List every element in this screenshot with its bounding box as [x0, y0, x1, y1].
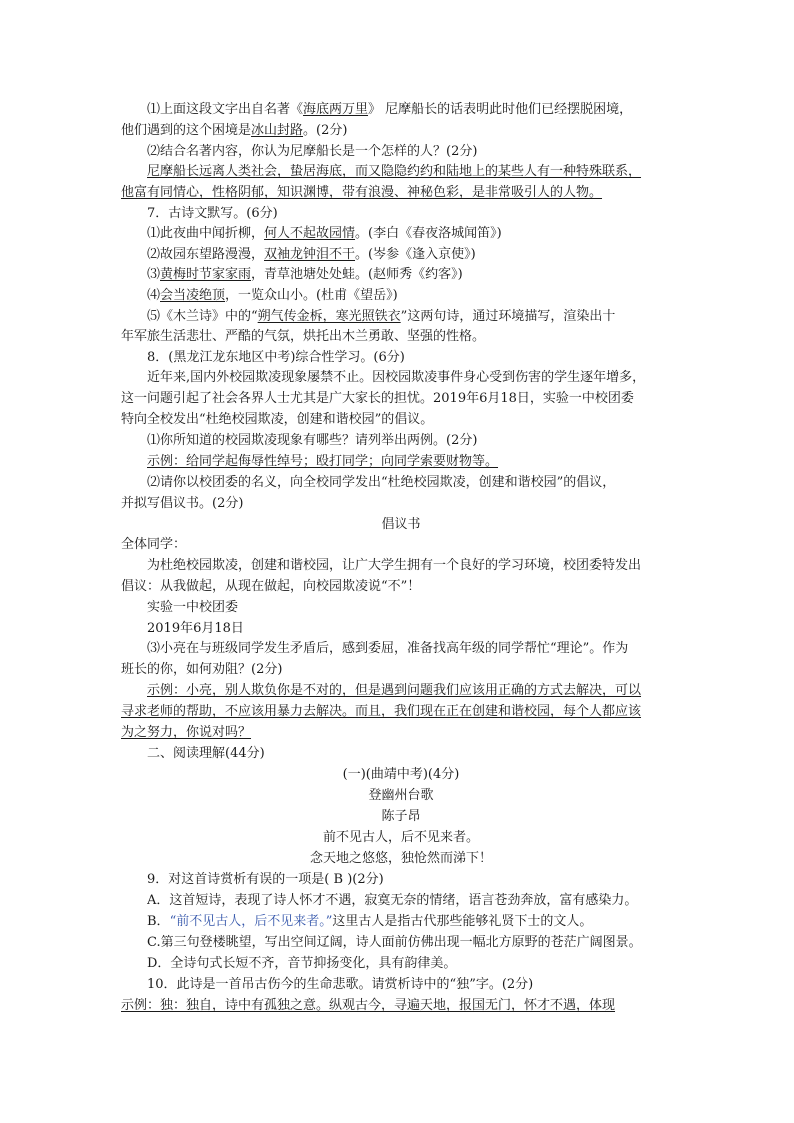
q7-line5: [147, 307, 681, 327]
q9-option-a: A．这首短诗，表现了诗人怀才不遇，寂寞无奈的情绪，语言苍劲奔放，富有感染力。: [147, 893, 638, 908]
text: )(2分): [347, 872, 384, 887]
q7-line4: [147, 286, 681, 306]
text: ，青草池塘处处蛙。(赵师秀《约客》): [251, 267, 463, 282]
q6-sub2-question: ⑵结合名著内容，你认为尼摩船长是一个怎样的人？(2分): [147, 144, 478, 159]
q6-sub2-answer-line2: 他富有同情心，性格阴郁，知识渊博，带有浪漫、神秘色彩，是非常吸引人的人物。: [121, 185, 603, 200]
q9-option-c: C.第三句登楼眺望，写出空间辽阔，诗人面前仿佛出现一幅北方原野的苍茫广阔图景。: [147, 935, 642, 950]
q9-option-d: D．全诗句式长短不齐，音节抑扬变化，具有韵律美。: [147, 956, 457, 971]
q8-para-line2: 这一问题引起了社会各界人士尤其是广大家长的担忧。2019年6月18日，实验一中校团委: [121, 391, 634, 406]
reading-subsection-title: (一)(曲靖中考)(4分): [342, 767, 460, 782]
text: 。(2分): [303, 123, 348, 138]
text: B．: [147, 914, 170, 929]
text: ⑸《木兰诗》中的“: [147, 309, 258, 324]
letter-greeting: 全体同学：: [121, 537, 187, 552]
text: 他们遇到的这个困境是: [121, 123, 252, 138]
text: 。(岑参《逢入京使》): [355, 247, 476, 262]
letter-body-line2: 倡议：从我做起，从现在做起，向校园欺凌说“不”！: [121, 579, 421, 594]
q7-line2: [147, 245, 681, 265]
q10-stem: 10．此诗是一首吊古伤今的生命悲歌。请赏析诗中的“独”字。(2分): [147, 977, 534, 992]
text: 》 尼摩船长的话表明此时他们已经摆脱困境，: [368, 102, 633, 117]
q8-sub3-answer-line2: 寻求老师的帮助，不应该用暴力去解决。而且，我们现在正在创建和谐校园，每个人都应该: [121, 704, 642, 719]
section2-title: 二、阅读理解(44分): [147, 746, 265, 761]
q9-option-b: [147, 912, 681, 932]
poem-title: 登幽州台歌: [368, 788, 434, 803]
q8-sub3-answer-line3: 为之努力，你说对吗？: [121, 725, 252, 740]
q8-title: 8．(黑龙江龙东地区中考)综合性学习。(6分): [147, 350, 405, 365]
q6-sub1-line2: [121, 121, 681, 141]
text: 这里古人是指古代那些能够礼贤下士的文人。: [332, 914, 593, 929]
q8-sub2-question-line2: 并拟写倡议书。(2分): [121, 496, 244, 511]
q6-sub1-line1: [147, 100, 681, 120]
poem-author: 陈子昂: [381, 809, 421, 824]
answer-book-title: 海底两万里: [303, 102, 369, 117]
letter-body-line1: 为杜绝校园欺凌，创建和谐校园，让广大学生拥有一个良好的学习环境，校团委特发出: [147, 558, 642, 573]
q7-line1: [147, 224, 681, 244]
text: 。(李白《春夜洛城闻笛》): [355, 226, 502, 241]
text: ⑵故园东望路漫漫，: [147, 247, 265, 262]
q7-line5-cont: 年军旅生活悲壮、严酷的气氛，烘托出木兰勇敢、坚强的性格。: [121, 329, 486, 344]
q8-sub3-answer-line1: 示例：小亮，别人欺负你是不对的，但是遇到问题我们应该用正确的方式去解决，可以: [147, 683, 642, 698]
q8-sub3-question-line1: ⑶小亮在与班级同学发生矛盾后，感到委屈，准备找高年级的同学帮忙“理论”。作为: [147, 641, 629, 656]
q8-para-line3: 特向全校发出“杜绝校园欺凌，创建和谐校园”的倡议。: [121, 412, 434, 427]
text: ⑷: [147, 288, 161, 303]
text: 9．对这首诗赏析有误的一项是(: [147, 872, 330, 887]
q8-para-line1: 近年来,国内外校园欺凌现象屡禁不止。因校园欺凌事件身心受到伤害的学生逐年增多，: [147, 370, 646, 385]
letter-date: 2019年6月18日: [147, 621, 244, 636]
q8-sub1-answer: 示例：给同学起侮辱性绰号；殴打同学；向同学索要财物等。: [147, 454, 499, 469]
q10-answer: 示例：独：独自，诗中有孤独之意。纵观古今，寻遍天地，报国无门，怀才不遇，体现: [121, 998, 616, 1013]
q8-sub1-question: ⑴你所知道的校园欺凌现象有哪些？请列举出两例。(2分): [147, 433, 478, 448]
answer-choice: B: [333, 872, 344, 887]
answer-predicament: 冰山封路: [251, 123, 304, 138]
letter-signature: 实验一中校团委: [147, 600, 239, 615]
poem-line1: 前不见古人，后不见来者。: [322, 830, 479, 845]
text: ，一览众山小。(杜甫《望岳》): [225, 288, 398, 303]
answer: 会当凌绝顶: [160, 288, 226, 303]
q8-sub3-question-line2: 班长的你，如何劝阻？(2分): [121, 662, 283, 677]
quote-text: “前不见古人，后不见来者。”: [169, 914, 333, 929]
q6-sub2-answer-line1: 尼摩船长远离人类社会，蛰居海底，而又隐隐约约和陆地上的某些人有一种特殊联系，: [147, 164, 642, 179]
q9-stem: [147, 870, 681, 890]
answer: 双袖龙钟泪不干: [264, 247, 356, 262]
answer: 黄梅时节家家雨: [160, 267, 252, 282]
q7-title: 7．古诗文默写。(6分): [147, 206, 278, 221]
answer: 朔气传金柝，寒光照铁衣: [257, 309, 401, 324]
answer: 何人不起故园情: [264, 226, 356, 241]
q8-sub2-question-line1: ⑵请你以校团委的名义，向全校同学发出“杜绝校园欺凌，创建和谐校园”的倡议，: [147, 475, 616, 490]
text: ⑴上面这段文字出自名著《: [147, 102, 304, 117]
text: ⑴此夜曲中闻折柳，: [147, 226, 265, 241]
text: ”这两句诗，通过环境描写，渲染出十: [400, 309, 616, 324]
q7-line3: ⑶黄梅时节家家雨，青草池塘处处蛙。(赵师秀《约客》): [147, 267, 463, 282]
letter-title: 倡议书: [381, 517, 421, 532]
poem-line2: 念天地之悠悠，独怆然而涕下！: [309, 851, 492, 866]
